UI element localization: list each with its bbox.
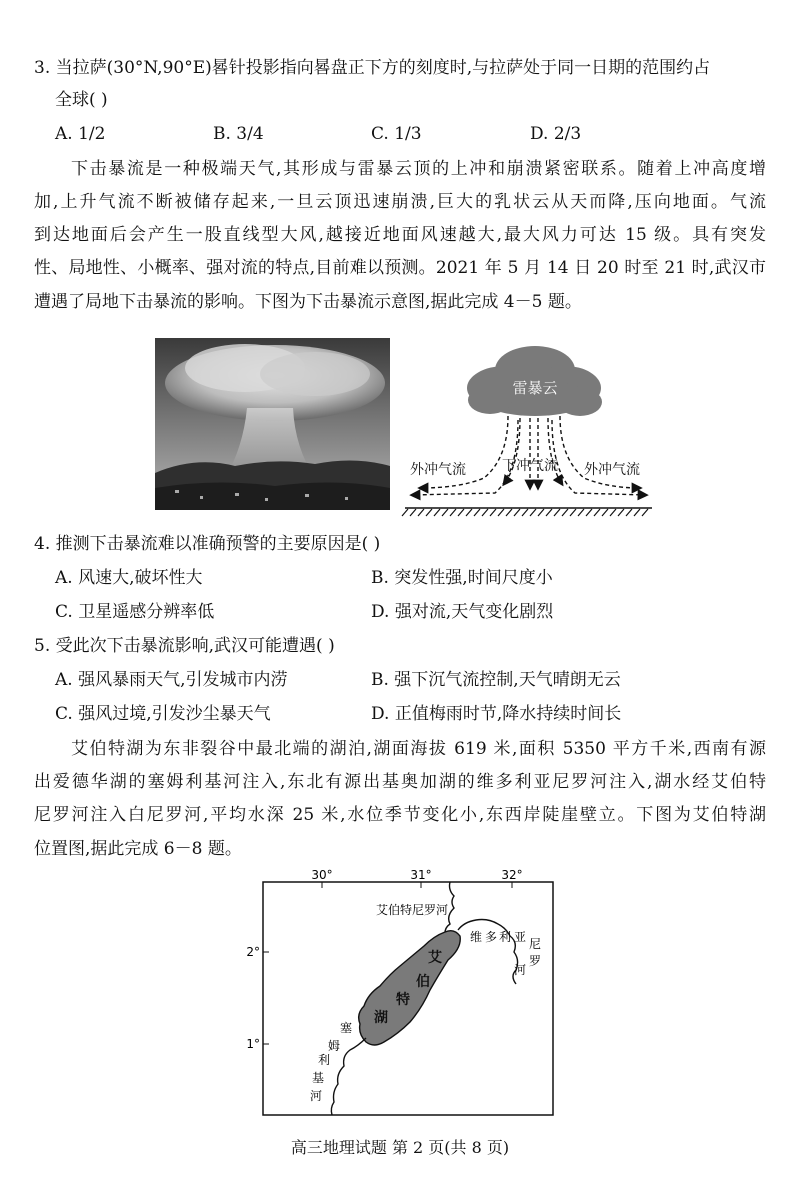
passage2-line: 艾伯特湖为东非裂谷中最北端的湖泊,湖面海拔 619 米,面积 5350 平方千米,西南有源 <box>71 739 766 759</box>
lat-label-1: 1° <box>246 1037 260 1051</box>
passage1-line: 性、局地性、小概率、强对流的特点,目前难以预测。2021 年 5 月 14 日 20 时至 21 时,武汉市 <box>34 258 766 278</box>
lake-name-char: 湖 <box>374 1010 388 1026</box>
q5-stem: 5. 受此次下击暴流影响,武汉可能遭遇( ) <box>34 636 335 656</box>
q3-stem-line1: 3. 当拉萨(30°N,90°E)晷针投影指向晷盘正下方的刻度时,与拉萨处于同一日期的范围约占 <box>34 58 711 78</box>
downflow-label: 下冲气流 <box>502 458 558 474</box>
q3-option-a: A. 1/2 <box>55 124 106 144</box>
lon-label-32: 32° <box>501 868 523 882</box>
passage1-line: 到达地面后会产生一股直线型大风,越接近地面风速越大,最大风力可达 15 级。具有突发 <box>34 225 766 245</box>
passage2-line: 尼罗河注入白尼罗河,平均水深 25 米,水位季节变化小,东西岸陡崖壁立。下图为艾伯特湖 <box>34 805 766 825</box>
q4-option-a: A. 风速大,破坏性大 <box>55 568 203 588</box>
q4-option-c: C. 卫星遥感分辨率低 <box>55 602 215 622</box>
q5-option-d: D. 正值梅雨时节,降水持续时间长 <box>371 704 622 724</box>
downburst-diagram <box>400 338 656 522</box>
lat-label-2: 2° <box>246 945 260 959</box>
downburst-photo <box>155 338 390 510</box>
q5-option-a: A. 强风暴雨天气,引发城市内涝 <box>55 670 288 690</box>
passage1-line: 加,上升气流不断被储存起来,一旦云顶迅速崩溃,巨大的乳状云从天而降,压向地面。气流 <box>34 192 766 212</box>
q5-option-b: B. 强下沉气流控制,天气晴朗无云 <box>371 670 621 690</box>
passage2-line: 出爱德华湖的塞姆利基河注入,东北有源出基奥加湖的维多利亚尼罗河注入,湖水经艾伯特 <box>34 772 766 792</box>
victoria-nile-char: 河 <box>514 963 527 977</box>
semliki-char: 姆 <box>328 1039 341 1053</box>
semliki-char: 基 <box>312 1071 325 1085</box>
lake-name-char: 艾 <box>428 950 442 966</box>
cloud-label: 雷暴云 <box>512 379 558 397</box>
page-footer: 高三地理试题 第 2 页(共 8 页) <box>290 1138 510 1157</box>
q3-stem-line2: 全球( ) <box>55 90 108 110</box>
lake-name-char: 伯 <box>416 974 430 990</box>
victoria-nile-char: 利 <box>499 930 512 944</box>
q3-option-c: C. 1/3 <box>371 124 422 144</box>
q4-stem: 4. 推测下击暴流难以准确预警的主要原因是( ) <box>34 534 381 554</box>
passage1-line: 下击暴流是一种极端天气,其形成与雷暴云顶的上冲和崩溃紧密联系。随着上冲高度增 <box>71 159 766 179</box>
victoria-nile-char: 罗 <box>529 954 542 968</box>
outflow-right-label: 外冲气流 <box>584 462 640 478</box>
victoria-nile-char: 多 <box>485 930 498 944</box>
victoria-nile-char: 维 <box>470 930 483 944</box>
q4-option-d: D. 强对流,天气变化剧烈 <box>371 602 554 622</box>
q3-option-d: D. 2/3 <box>530 124 582 144</box>
q4-option-b: B. 突发性强,时间尺度小 <box>371 568 553 588</box>
passage2-line: 位置图,据此完成 6－8 题。 <box>34 839 242 859</box>
semliki-char: 河 <box>310 1089 323 1103</box>
victoria-nile-char: 亚 <box>514 930 527 944</box>
q5-option-c: C. 强风过境,引发沙尘暴天气 <box>55 704 271 724</box>
semliki-char: 利 <box>318 1053 331 1067</box>
passage1-line: 遭遇了局地下击暴流的影响。下图为下击暴流示意图,据此完成 4－5 题。 <box>34 292 582 312</box>
q3-option-b: B. 3/4 <box>213 124 264 144</box>
lon-label-30: 30° <box>311 868 333 882</box>
lon-label-31: 31° <box>410 868 432 882</box>
victoria-nile-char: 尼 <box>529 937 542 951</box>
outflow-left-label: 外冲气流 <box>410 462 466 478</box>
albert-nile-label: 艾伯特尼罗河 <box>375 903 449 917</box>
semliki-char: 塞 <box>340 1021 353 1035</box>
lake-albert-map <box>240 866 570 1121</box>
lake-name-char: 特 <box>396 992 410 1008</box>
